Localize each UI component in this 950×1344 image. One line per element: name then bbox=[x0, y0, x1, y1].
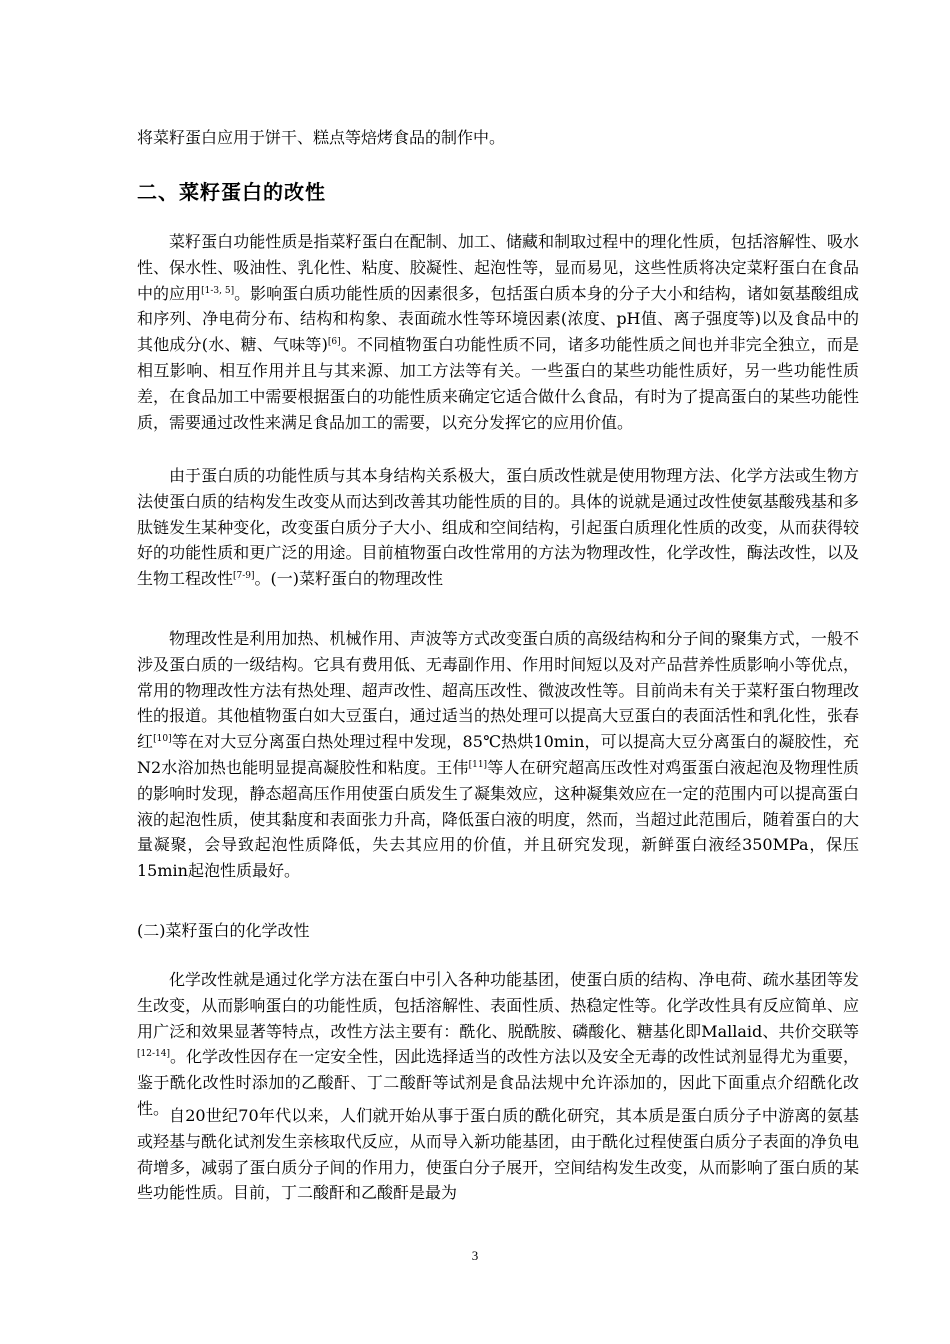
intro-line: 将菜籽蛋白应用于饼干、糕点等焙烤食品的制作中。 bbox=[137, 128, 506, 147]
paragraph-1: 菜籽蛋白功能性质是指菜籽蛋白在配制、加工、储藏和制取过程中的理化性质，包括溶解性、吸水性、保水性、吸油性、乳化性、粘度、胶凝性、起泡性等，显而易见，这些性质将决定菜籽蛋白在食品中的应用[1-3, 5]。影响蛋白质功能性质的因素很多，包括蛋白质本身的分子大小和结构，诸如氨基酸组成和序列、净电荷分布、结构和构象、表面疏水性等环境因素(浓度、pH值、离子强度等)以及食品中的其他成分(水、糖、气味等)[6]。不同植物蛋白功能性质不同，诸多功能性质之间也并非完全独立，而是相互影响、相互作用并且与其来源、加工方法等有关。一些蛋白的某些功能性质好，另一些功能性质差，在食品加工中需要根据蛋白的功能性质来确定它适合做什么食品，有时为了提高蛋白的某些功能性质，需要通过改性来满足食品加工的需要，以充分发挥它的应用价值。 bbox=[137, 232, 859, 432]
paragraph-2: 由于蛋白质的功能性质与其本身结构关系极大，蛋白质改性就是使用物理方法、化学方法或生物方法使蛋白质的结构发生改变从而达到改善其功能性质的目的。具体的说就是通过改性使氨基酸残基和多肽链发生某种变化，改变蛋白质分子大小、组成和空间结构，引起蛋白质理化性质的改变，从而获得较好的功能性质和更广泛的用途。目前植物蛋白改性常用的方法为物理改性，化学改性，酶法改性，以及生物工程改性[7-9]。(一)菜籽蛋白的物理改性 bbox=[137, 466, 859, 589]
citation: [11] bbox=[468, 759, 488, 770]
paragraph-3: 物理改性是利用加热、机械作用、声波等方式改变蛋白质的高级结构和分子间的聚集方式，一般不涉及蛋白质的一级结构。它具有费用低、无毒副作用、作用时间短以及对产品营养性质影响小等优点，常用的物理改性方法有热处理、超声改性、超高压改性、微波改性等。目前尚未有关于菜籽蛋白物理改性的报道。其他植物蛋白如大豆蛋白，通过适当的热处理可以提高大豆蛋白的表面活性和乳化性，张春红[10]等在对大豆分离蛋白热处理过程中发现，85℃热烘10min，可以提高大豆分离蛋白的凝胶性，充N2水浴加热也能明显提高凝胶性和粘度。王伟[11]等人在研究超高压改性对鸡蛋蛋白液起泡及物理性质的影响时发现，静态超高压作用使蛋白质发生了凝集效应，这种凝集效应在一定的范围内可以提高蛋白液的起泡性质，使其黏度和表面张力升高，降低蛋白液的明度，然而，当超过此范围后，随着蛋白的大量凝聚，会导致起泡性质降低，失去其应用的价值，并且研究发现，新鲜蛋白液经350MPa，保压15min起泡性质最好。 bbox=[137, 629, 859, 881]
citation: [1-3, 5] bbox=[201, 285, 235, 296]
citation: [12-14] bbox=[137, 1049, 170, 1060]
paragraph-4: 化学改性就是通过化学方法在蛋白中引入各种功能基团，使蛋白质的结构、净电荷、疏水基团等发生改变，从而影响蛋白的功能性质，包括溶解性、表面性质、热稳定性等。化学改性具有反应简单、应用广泛和效果显著等特点，改性方法主要有：酰化、脱酰胺、磷酸化、糖基化即Mallaid、共价交联等[12-14]。化学改性因存在一定安全性，因此选择适当的改性方法以及安全无毒的改性试剂显得尤为重要，鉴于酰化改性时添加的乙酸酐、丁二酸酐等试剂是食品法规中允许添加的，因此下面重点介绍酰化改性。 bbox=[137, 970, 859, 1118]
page-number: 3 bbox=[471, 1248, 479, 1263]
subsection-heading: (二)菜籽蛋白的化学改性 bbox=[137, 921, 310, 940]
paragraph-5: 自20世纪70年代以来，人们就开始从事于蛋白质的酰化研究，其本质是蛋白质分子中游离的氨基或羟基与酰化试剂发生亲核取代反应，从而导入新功能基团，由于酰化过程使蛋白质分子表面的净负电荷增多，减弱了蛋白质分子间的作用力，使蛋白分子展开，空间结构发生改变，从而影响了蛋白质的某些功能性质。目前，丁二酸酐和乙酸酐是最为 bbox=[137, 1106, 859, 1203]
citation: [6] bbox=[327, 337, 341, 348]
citation: [7-9] bbox=[233, 571, 255, 582]
section-heading: 二、菜籽蛋白的改性 bbox=[137, 180, 326, 204]
citation: [10] bbox=[153, 734, 172, 745]
